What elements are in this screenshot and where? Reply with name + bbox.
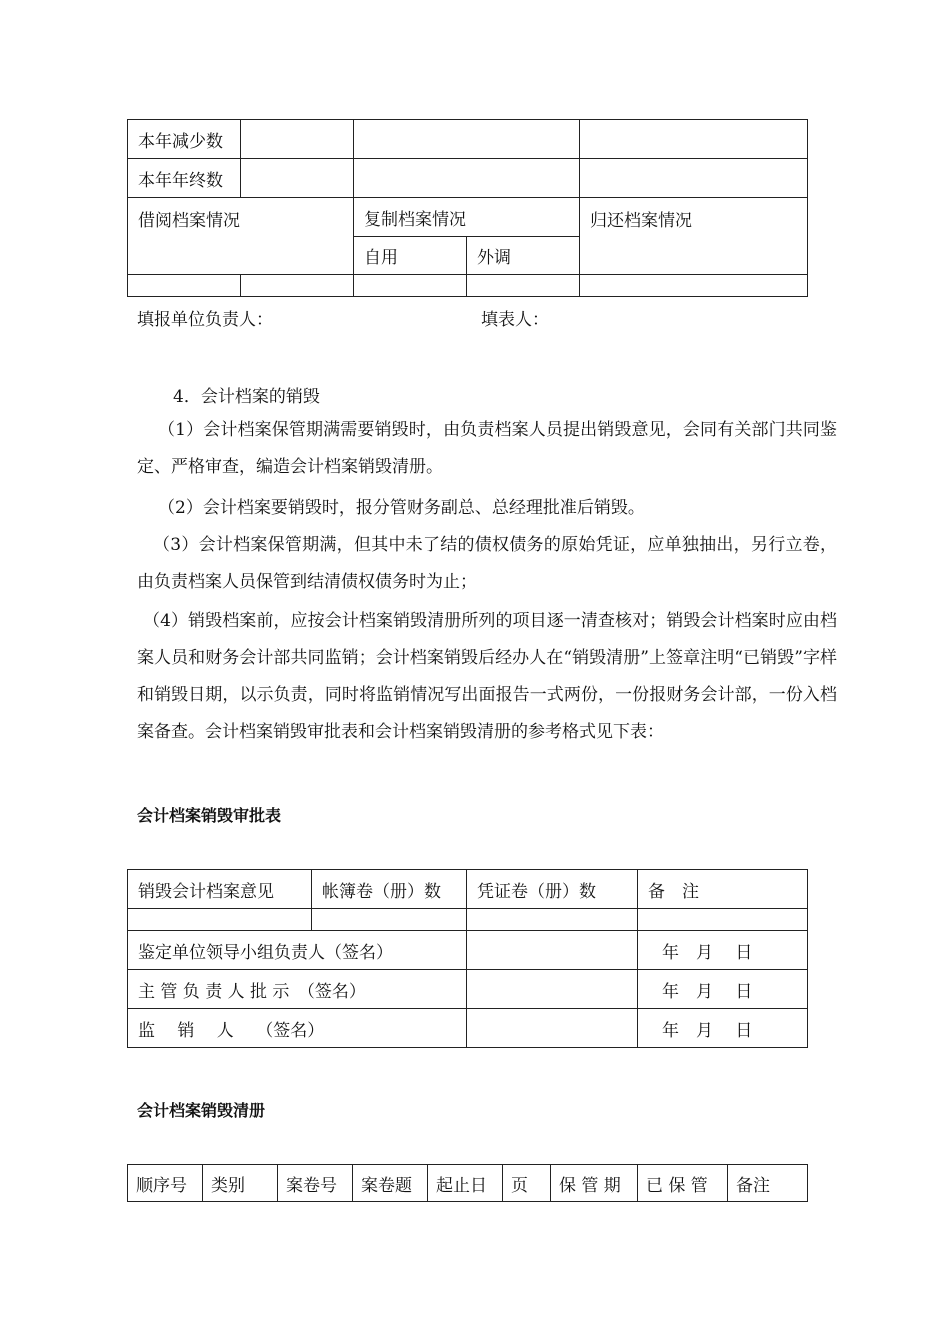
section-title: 4．会计档案的销毁 [173, 387, 320, 407]
table-cell [354, 159, 580, 198]
signature-unit-head: 填报单位负责人： [137, 310, 273, 330]
table-cell [467, 909, 638, 931]
table-cell [128, 275, 241, 297]
table-cell [580, 275, 808, 297]
signature-filler: 填表人： [481, 310, 549, 330]
register-header-date-range: 起止日 [428, 1165, 503, 1202]
table-cell [128, 909, 312, 931]
header-external: 外调 [467, 237, 580, 275]
paragraph-1: （1）会计档案保管期满需要销毁时，由负责档案人员提出销毁意见，会同有关部门共同鉴定、严格审查，编造会计档案销毁清册。 [137, 420, 837, 477]
table-cell [467, 275, 580, 297]
approval-table-title: 会计档案销毁审批表 [137, 806, 282, 825]
register-header-seq: 顺序号 [128, 1165, 203, 1202]
register-header-retention: 保 管 期 [551, 1165, 638, 1202]
header-return: 归还档案情况 [580, 198, 808, 275]
register-header-file-no: 案卷号 [278, 1165, 353, 1202]
approval-header-opinion: 销毁会计档案意见 [128, 870, 312, 909]
register-header-file-title: 案卷题 [353, 1165, 428, 1202]
table-cell [354, 275, 467, 297]
table-cell [638, 909, 808, 931]
approval-header-ledger: 帐簿卷（册）数 [312, 870, 467, 909]
table-cell [354, 120, 580, 159]
approval-row-date: 年 月 日 [638, 931, 808, 970]
register-table [127, 1164, 808, 1202]
register-header-pages: 页 [503, 1165, 551, 1202]
row-label-decrease: 本年减少数 [128, 120, 241, 159]
register-header-kept: 已 保 管 [638, 1165, 728, 1202]
table-cell [467, 931, 638, 970]
archive-status-table [127, 119, 808, 297]
table-cell [467, 970, 638, 1009]
approval-table [127, 869, 808, 1048]
table-cell [467, 1009, 638, 1048]
table-cell [580, 159, 808, 198]
table-cell [580, 120, 808, 159]
paragraph-2: （2）会计档案要销毁时，报分管财务副总、总经理批准后销毁。 [158, 498, 645, 518]
approval-row-date: 年 月 日 [638, 1009, 808, 1048]
approval-row-label: 监 销 人 （签名） [128, 1009, 467, 1048]
paragraph-3: （3）会计档案保管期满，但其中未了结的债权债务的原始凭证，应单独抽出，另行立卷，由负责档案人员保管到结清债权债务时为止； [137, 535, 837, 592]
row-label-year-end: 本年年终数 [128, 159, 241, 198]
header-self-use: 自用 [354, 237, 467, 275]
approval-header-remark: 备 注 [638, 870, 808, 909]
table-cell [312, 909, 467, 931]
register-table-title: 会计档案销毁清册 [137, 1101, 266, 1120]
table-cell [241, 120, 354, 159]
register-header-remark: 备注 [728, 1165, 808, 1202]
header-copy: 复制档案情况 [354, 198, 580, 237]
approval-row-label: 鉴定单位领导小组负责人（签名） [128, 931, 467, 970]
register-header-category: 类别 [203, 1165, 278, 1202]
table-cell [241, 159, 354, 198]
approval-row-label: 主 管 负 责 人 批 示 （签名） [128, 970, 467, 1009]
table-cell [241, 275, 354, 297]
approval-header-voucher: 凭证卷（册）数 [467, 870, 638, 909]
paragraph-4: （4）销毁档案前，应按会计档案销毁清册所列的项目逐一清查核对；销毁会计档案时应由档案人员和财务会计部共同监销；会计档案销毁后经办人在“销毁清册”上签章注明“已销毁”字样和销毁日期，以示负责，同时将监销情况写出面报告一式两份，一份报财务会计部，一份入档案备查。会计档案销毁审批表和会计档案销毁清册的参考格式见下表： [137, 611, 837, 742]
approval-row-date: 年 月 日 [638, 970, 808, 1009]
header-borrow: 借阅档案情况 [128, 198, 354, 275]
